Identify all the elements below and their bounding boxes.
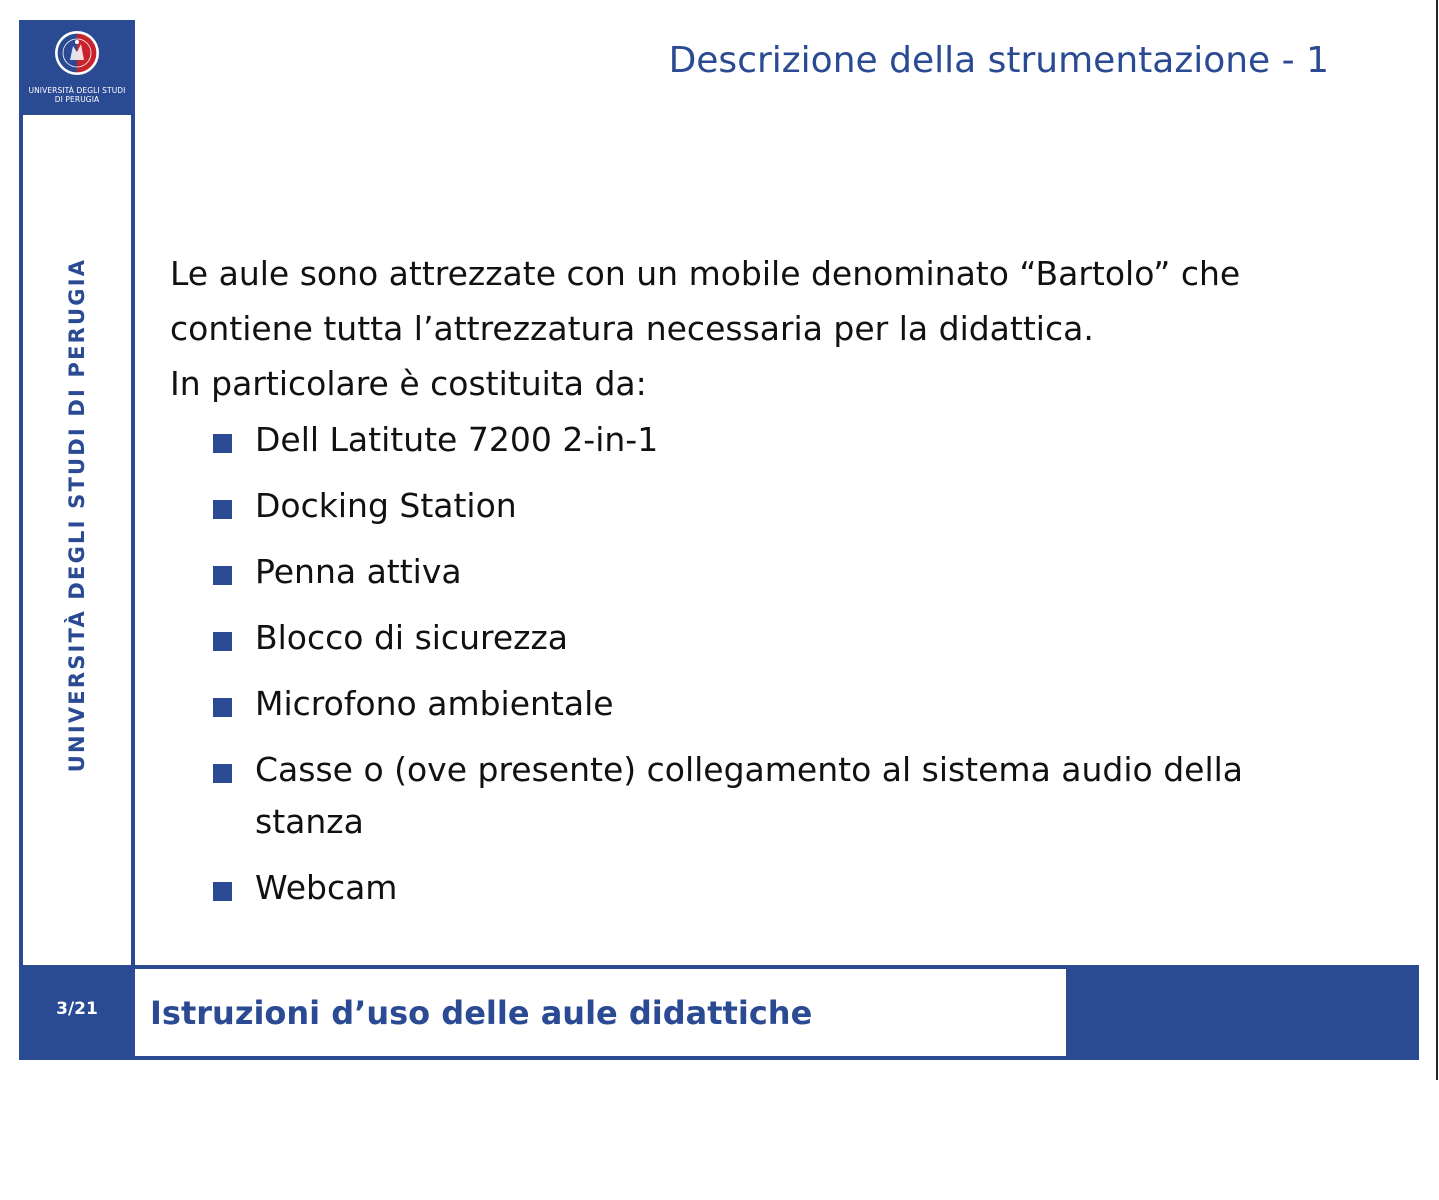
list-item-label: Penna attiva — [255, 552, 462, 591]
equipment-list — [213, 414, 1353, 928]
list-item — [213, 414, 1353, 466]
list-item-label: Casse o (ove presente) collegamento al sistema audio della stanza — [255, 750, 1244, 841]
intro-line: contiene tutta l’attrezzatura necessaria per la didattica. — [170, 309, 1094, 348]
right-border — [1436, 0, 1438, 1080]
square-bullet-icon — [213, 698, 232, 717]
list-item-label: Dell Latitute 7200 2-in-1 — [255, 420, 659, 459]
list-item — [213, 744, 1353, 848]
list-item-label: Webcam — [255, 868, 398, 907]
square-bullet-icon — [213, 434, 232, 453]
square-bullet-icon — [213, 764, 232, 783]
logo-caption — [19, 86, 135, 104]
vertical-university-name: UNIVERSITÀ DEGLI STUDI DI PERUGIA — [65, 257, 89, 773]
square-bullet-icon — [213, 566, 232, 585]
logo-caption-line2: DI PERUGIA — [54, 95, 100, 104]
list-item — [213, 480, 1353, 532]
list-item — [213, 862, 1353, 914]
university-seal-icon — [54, 30, 100, 76]
page-number: 3/21 — [56, 999, 98, 1019]
list-item-label: Blocco di sicurezza — [255, 618, 569, 657]
list-item — [213, 612, 1353, 664]
list-item — [213, 546, 1353, 598]
list-item-label: Microfono ambientale — [255, 684, 614, 723]
logo-caption-line1: UNIVERSITÀ DEGLI STUDI — [28, 86, 126, 95]
footer-title: Istruzioni d’uso delle aule didattiche — [150, 994, 813, 1032]
list-item — [213, 678, 1353, 730]
intro-text — [170, 246, 1350, 411]
intro-line: Le aule sono attrezzate con un mobile denominato “Bartolo” che — [170, 254, 1241, 293]
square-bullet-icon — [213, 500, 232, 519]
intro-line: In particolare è costituita da: — [170, 364, 647, 403]
slide-title: Descrizione della strumentazione - 1 — [668, 40, 1329, 81]
square-bullet-icon — [213, 882, 232, 901]
list-item-label: Docking Station — [255, 486, 517, 525]
square-bullet-icon — [213, 632, 232, 651]
